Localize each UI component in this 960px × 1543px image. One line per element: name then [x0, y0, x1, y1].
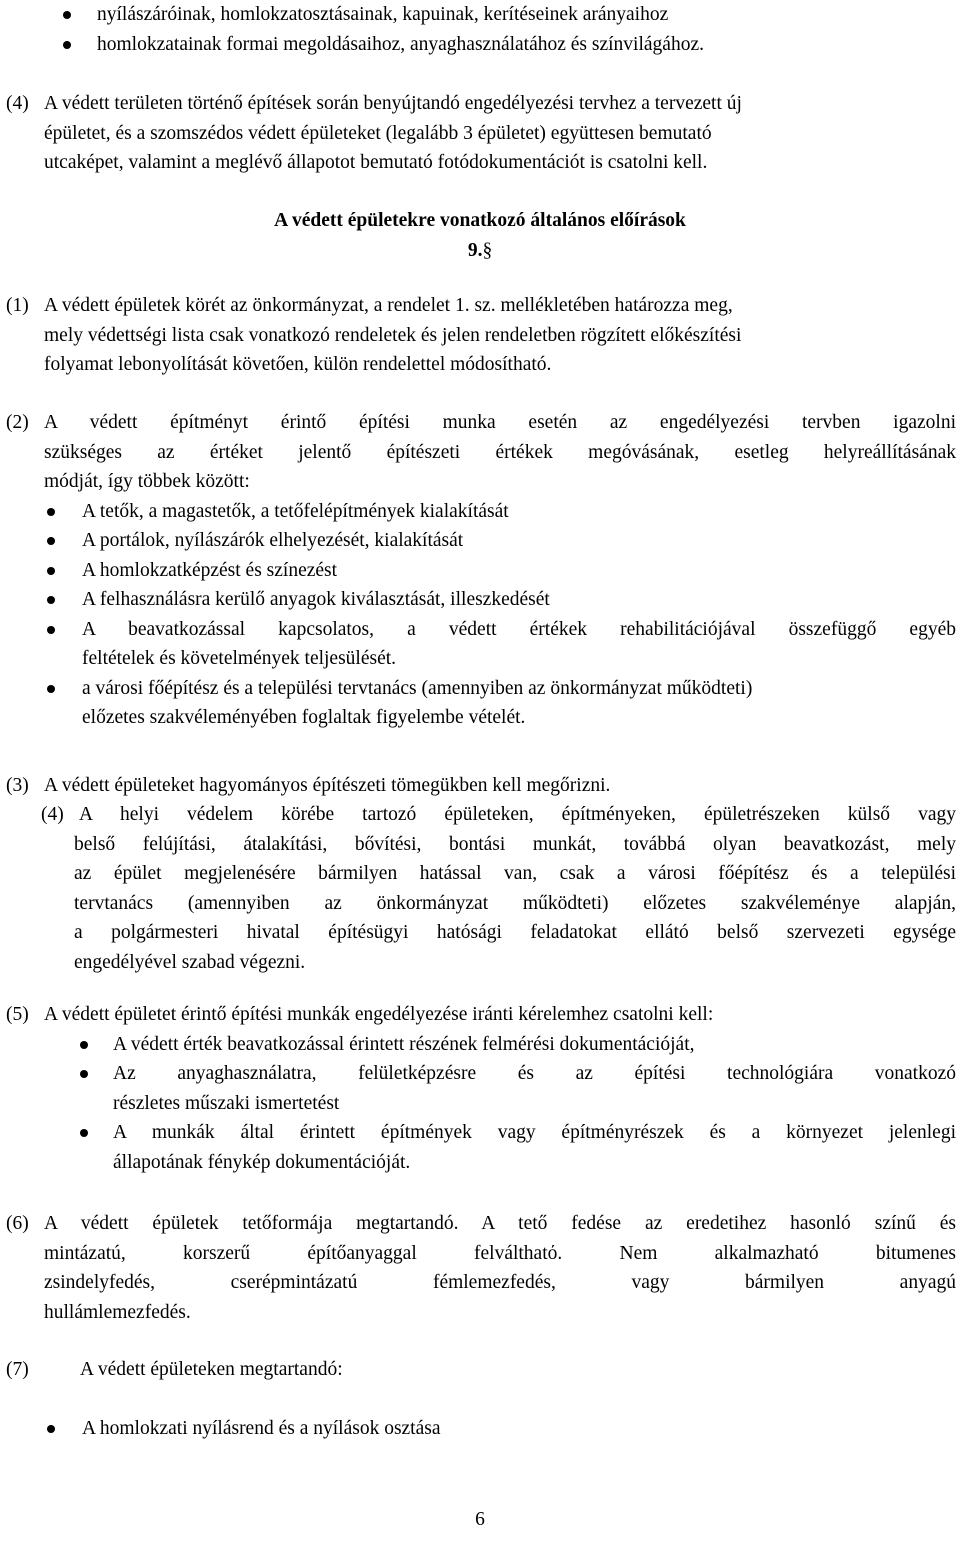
paragraph-line: [6, 291, 956, 321]
paragraph-number: (1): [6, 295, 29, 316]
bullet-text: A beavatkozással kapcsolatos, a védett értékek rehabilitációjával összefüggő egyéb: [82, 618, 956, 640]
section-number: [0, 236, 960, 266]
bullet-text: A munkák által érintett építmények vagy építményrészek és a környezet jelenlegi: [113, 1122, 956, 1143]
bullet-icon: [80, 1041, 88, 1049]
paragraph-text: A védett épületet érintő építési munkák engedélyezése iránti kérelemhez csatolni kell:: [44, 1004, 714, 1025]
bullet-icon: [63, 11, 71, 19]
paragraph-line: [6, 89, 956, 119]
bullet-text: állapotának fénykép dokumentációját.: [113, 1151, 411, 1173]
paragraph-number: (4): [41, 804, 64, 825]
bullet-text: feltételek és követelmények teljesülését.: [82, 648, 397, 669]
bullet-text: A tetők, a magastetők, a tetőfelépítmények kialakítását: [82, 500, 509, 522]
bullet-icon: [47, 685, 55, 693]
bullet-icon: [47, 567, 55, 575]
list-item: [6, 526, 956, 556]
bullet-icon: [47, 626, 55, 634]
paragraph-4-intro: [6, 89, 956, 178]
bullet-text: nyílászáróinak, homlokzatosztásainak, kapuinak, kerítéseinek arányaihoz: [97, 4, 669, 25]
paragraph-number: (2): [6, 412, 29, 433]
paragraph-1: [6, 291, 956, 380]
paragraph-text: A védett épületek körét az önkormányzat, a rendelet 1. sz. mellékletében határozza meg,: [44, 295, 733, 316]
paragraph-7: [6, 1355, 956, 1443]
paragraph-line: [6, 771, 956, 801]
list-item: [6, 585, 956, 615]
paragraph-text: mely védettségi lista csak vonatkozó rendeletek és jelen rendeletben rögzített előkészítési: [44, 324, 742, 346]
paragraph-text: módját, így többek között:: [44, 471, 250, 492]
paragraph-line: [41, 800, 956, 830]
paragraph-number: (3): [6, 775, 29, 796]
bullet-icon: [63, 41, 71, 49]
paragraph-text: A védett építményt érintő építési munka esetén az engedélyezési tervben igazolni: [44, 412, 956, 433]
section-sign-icon: §: [482, 240, 493, 261]
bullet-text: A homlokzatképzést és színezést: [82, 559, 338, 581]
paragraph-text: folyamat lebonyolítását követően, külön rendelettel módosítható.: [44, 354, 552, 375]
section-heading: A védett épületekre vonatkozó általános előírások: [274, 210, 686, 231]
list-item: [6, 556, 956, 586]
bullet-icon: [47, 508, 55, 516]
paragraph-text: szükséges az értéket jelentő építészeti értékek megóvásának, esetleg helyreállításának: [44, 441, 956, 463]
bullet-text: A portálok, nyílászárók elhelyezését, kialakítását: [82, 530, 464, 551]
paragraph-number: (7): [6, 1359, 29, 1380]
paragraph-6: [6, 1209, 956, 1327]
bullet-icon: [80, 1129, 88, 1137]
paragraph-text: tervtanács (amennyiben az önkormányzat működteti) előzetes szakvéleménye alapján,: [74, 892, 956, 914]
paragraph-number: (6): [6, 1213, 29, 1234]
paragraph-text: mintázatú, korszerű építőanyaggal felválthatό. Nem alkalmazható bitumenes: [44, 1242, 956, 1264]
paragraph-text: belső felújítási, átalakítási, bővítési, bontási munkát, továbbá olyan beavatkozást, mely: [74, 833, 956, 855]
bullet-text: részletes műszaki ismertetést: [113, 1092, 340, 1114]
paragraph-number: (5): [6, 1004, 29, 1025]
section-number-text: 9.: [467, 240, 483, 261]
list-item: [6, 1118, 956, 1177]
paragraph-text: engedélyével szabad végezni.: [74, 951, 306, 973]
bullet-text: a városi főépítész és a települési tervtanács (amennyiben az önkormányzat működteti): [82, 677, 753, 699]
paragraph-text: A védett épületeket hagyományos építészeti tömegükben kell megőrizni.: [44, 775, 611, 796]
paragraph-4: [41, 800, 956, 977]
paragraph-number: (4): [6, 93, 29, 114]
top-bullet-list: [0, 0, 960, 59]
paragraph-line: [6, 1000, 956, 1030]
paragraph-text: épületet, és a szomszédos védett épületeket (legalább 3 épületet) együttesen bemutató: [44, 122, 712, 144]
bullet-text: A homlokzati nyílásrend és a nyílások osztása: [82, 1417, 441, 1439]
page-number: 6: [475, 1509, 485, 1530]
bullet-text: homlokzatainak formai megoldásaihoz, anyaghasználatához és színvilágához.: [97, 33, 704, 55]
paragraph-text: utcaképet, valamint a meglévő állapotot bemutató fotódokumentációt is csatolni kell.: [44, 152, 708, 173]
paragraph-5: [6, 1000, 956, 1177]
list-item: [6, 497, 956, 527]
paragraph-line: [6, 1355, 956, 1385]
paragraph-text: A védett területen történő építések során benyújtandó engedélyezési tervhez a tervezett új: [44, 93, 742, 114]
paragraph-2: [6, 408, 956, 733]
paragraph-text: az épület megjelenésére bármilyen hatással van, csak a városi főépítész és a települési: [74, 863, 956, 884]
bullet-text: A védett érték beavatkozással érintett részének felmérési dokumentációját,: [113, 1033, 695, 1055]
bullet-icon: [47, 1425, 55, 1433]
paragraph-text: A védett épületek tetőformája megtartandó. A tető fedése az eredetihez hasonló színű és: [44, 1213, 956, 1234]
bullet-icon: [47, 537, 55, 545]
bullet-text: A felhasználásra kerülő anyagok kiválasztását, illeszkedését: [82, 589, 550, 610]
list-item: [6, 615, 956, 674]
list-item: [6, 1414, 956, 1444]
paragraph-text: a polgármesteri hivatal építésügyi hatósági feladatokat ellátó belső szervezeti egysége: [74, 922, 956, 943]
paragraph-line: [6, 408, 956, 438]
paragraph-3: [6, 771, 956, 801]
list-item: [0, 0, 960, 30]
bullet-icon: [47, 596, 55, 604]
bullet-text: Az anyaghasználatra, felületképzésre és az építési technológiára vonatkozó: [113, 1063, 956, 1084]
paragraph-text: A helyi védelem körébe tartozó épületeken, építményeken, épületrészeken külső vagy: [79, 804, 956, 825]
paragraph-text: A védett épületeken megtartandó:: [80, 1359, 343, 1380]
list-item: [0, 30, 960, 60]
bullet-text: előzetes szakvéleményében foglaltak figyelembe vételét.: [82, 707, 526, 728]
paragraph-text: hullámlemezfedés.: [44, 1301, 191, 1323]
paragraph-line: [6, 1209, 956, 1239]
bullet-icon: [80, 1070, 88, 1078]
paragraph-text: zsindelyfedés, cserépmintázatú fémlemezfedés, vagy bármilyen anyagú: [44, 1272, 956, 1293]
list-item: [6, 674, 956, 733]
list-item: [6, 1030, 956, 1060]
list-item: [6, 1059, 956, 1118]
